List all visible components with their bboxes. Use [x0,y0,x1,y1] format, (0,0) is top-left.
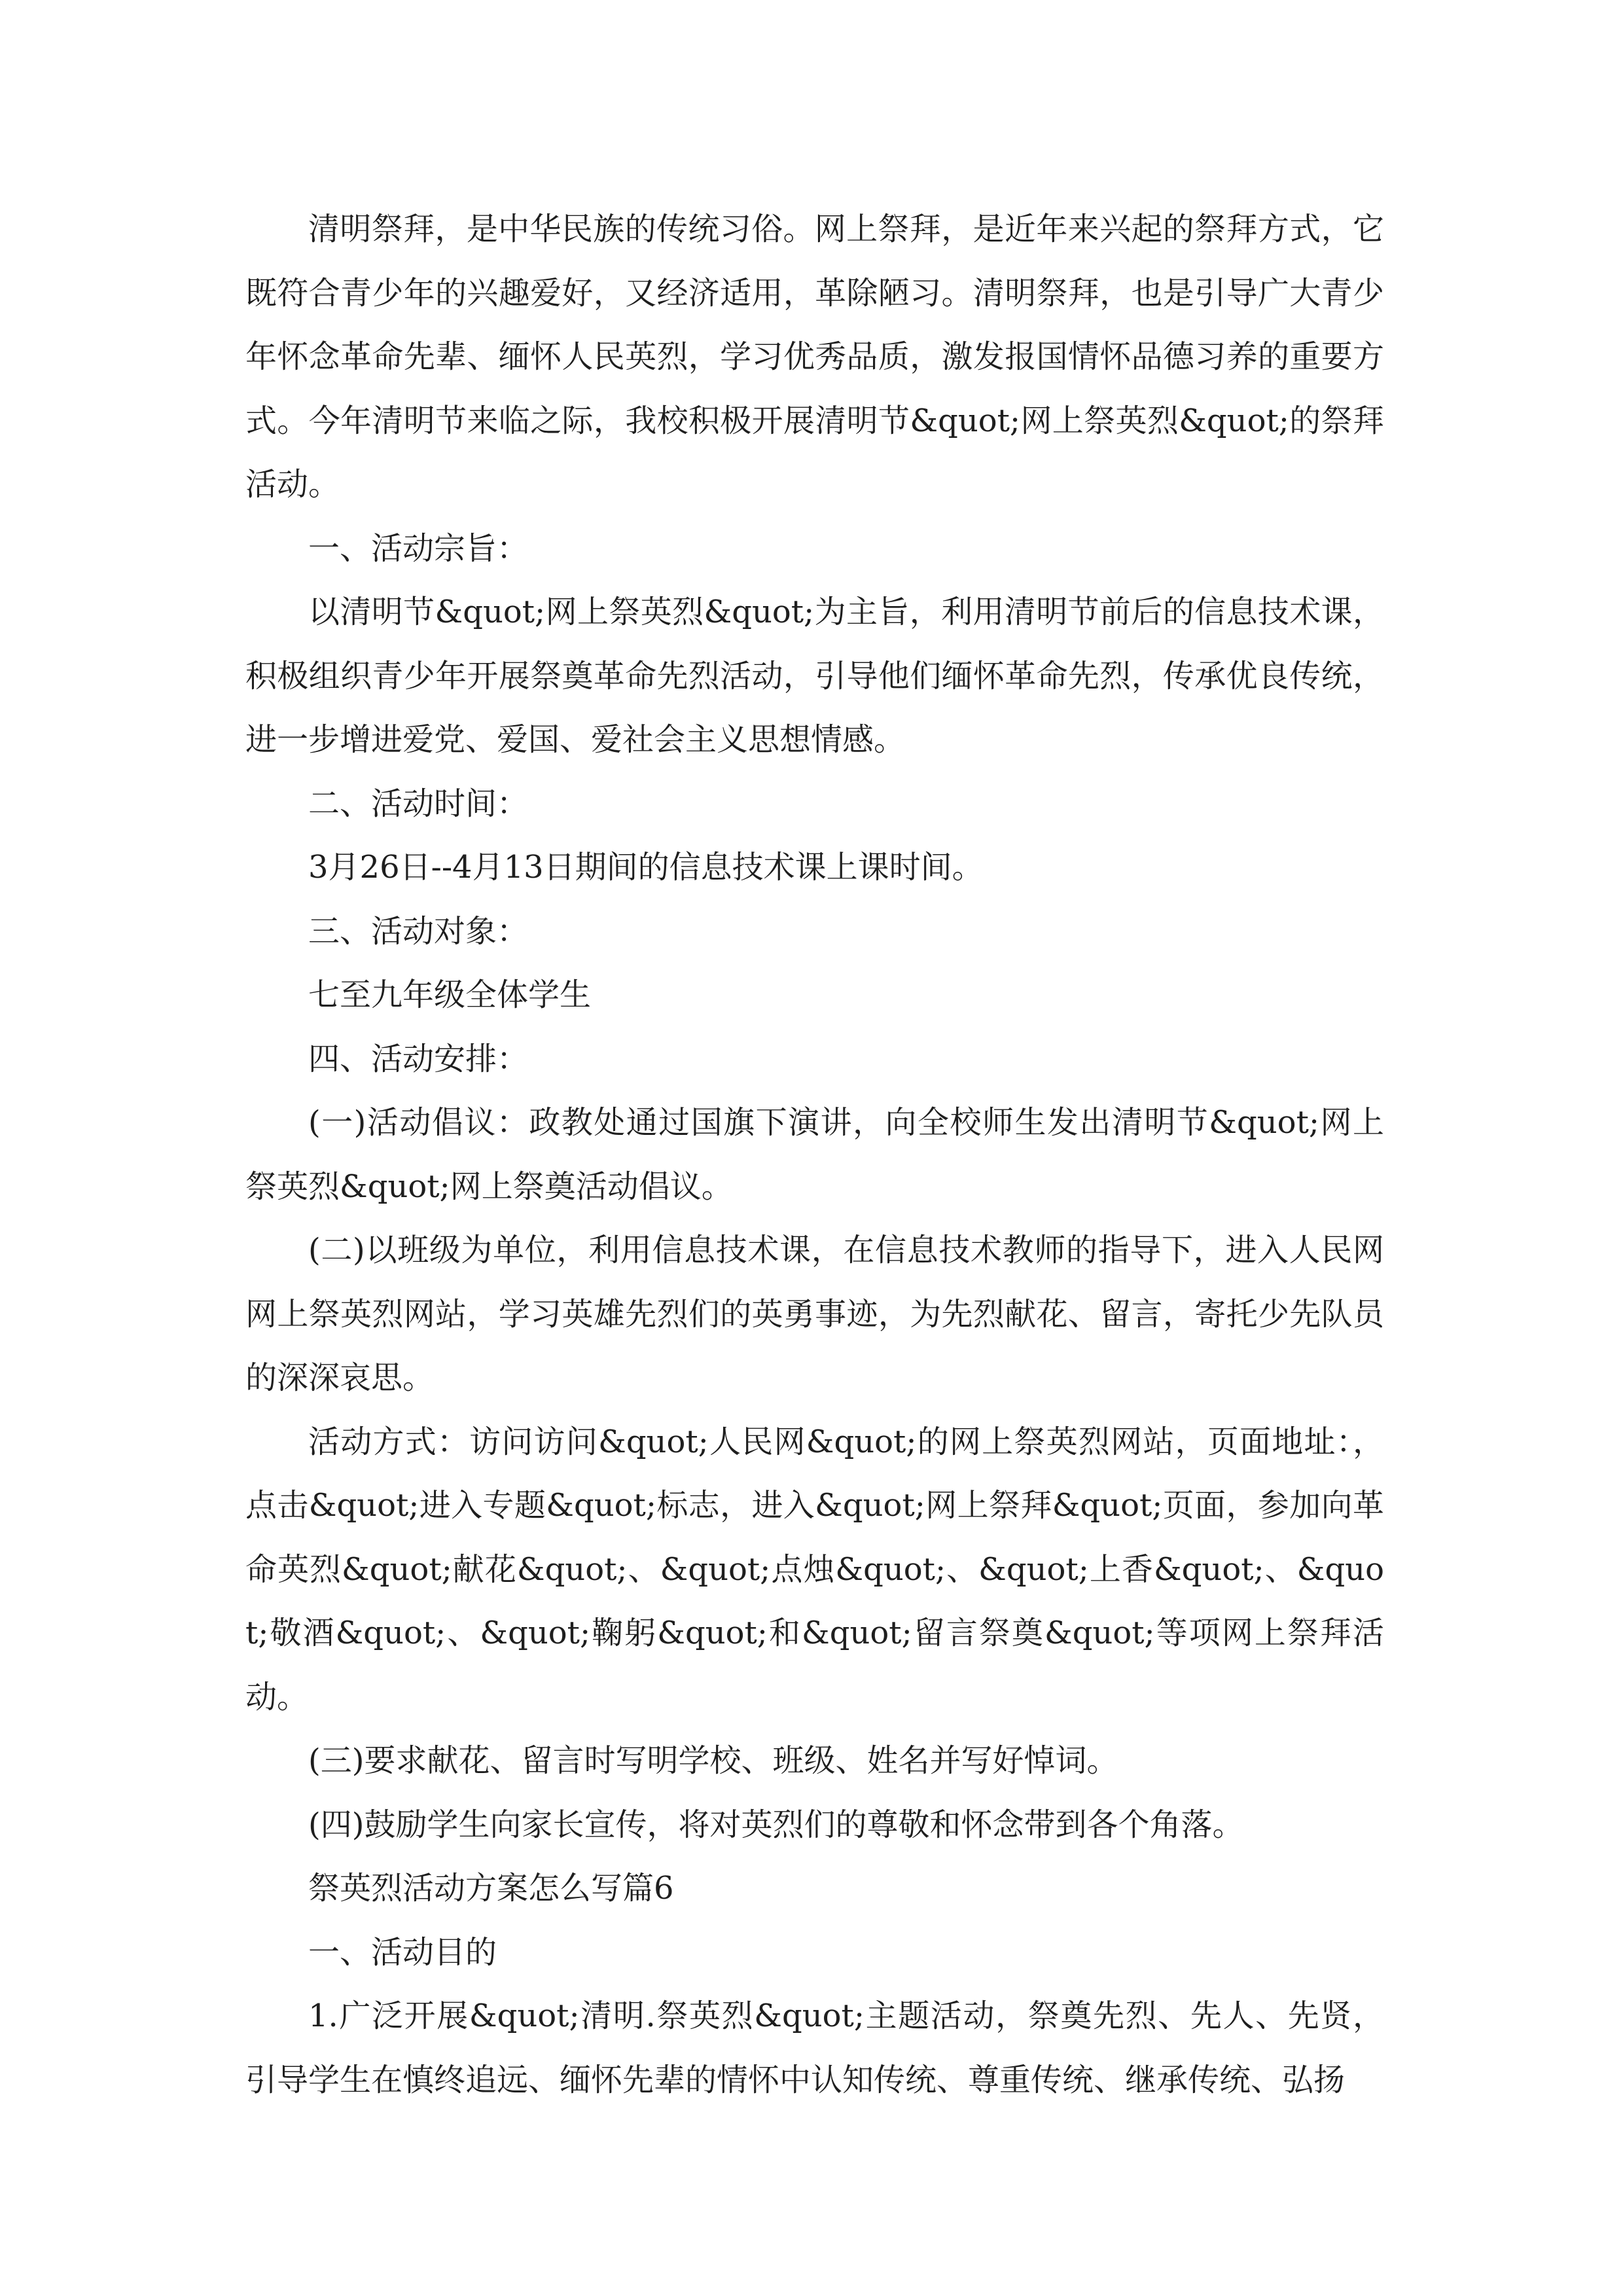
purpose-paragraph: 以清明节&quot;网上祭英烈&quot;为主旨，利用清明节前后的信息技术课，积极组织青少年开展祭奠革命先烈活动，引导他们缅怀革命先烈，传承优良传统，进一步增进爱党、爱国、爱社会主义思想情感。 [245,594,1384,758]
activity-method-paragraph: 活动方式：访问访问&quot;人民网&quot;的网上祭英烈网站，页面地址：，点击&quot;进入专题&quot;标志，进入&quot;网上祭拜&quot;页面，参加向革命英烈&quot;献花&quot;、&quot;点烛&quot;、&quot;上香&quot;、&quot;敬酒&quot;、&quot;鞠躬&quot;和&quot;留言祭奠&quot;等项网上祭拜活动。 [245,1423,1384,1715]
goal-paragraph-1: 1.广泛开展&quot;清明.祭英烈&quot;主题活动，祭奠先烈、先人、先贤，引导学生在慎终追远、缅怀先辈的情怀中认知传统、尊重传统、继承传统、弘扬 [245,1998,1384,2098]
arrangement-item-3: (三)要求献花、留言时写明学校、班级、姓名并写好悼词。 [308,1742,1118,1779]
section-heading-time: 二、活动时间： [308,785,529,822]
target-paragraph: 七至九年级全体学生 [308,977,592,1013]
arrangement-item-2: (二)以班级为单位，利用信息技术课，在信息技术教师的指导下，进入人民网网上祭英烈网站，学习英雄先烈们的英勇事迹，为先烈献花、留言，寄托少先队员的深深哀思。 [245,1232,1384,1396]
document-body [245,198,1384,2112]
section-heading-arrangement: 四、活动安排： [308,1040,529,1077]
section-heading-purpose: 一、活动宗旨： [308,529,529,567]
time-paragraph: 3月26日--4月13日期间的信息技术课上课时间。 [308,849,984,886]
intro-paragraph: 清明祭拜，是中华民族的传统习俗。网上祭拜，是近年来兴起的祭拜方式，它既符合青少年的兴趣爱好，又经济适用，革除陋习。清明祭拜，也是引导广大青少年怀念革命先辈、缅怀人民英烈，学习优秀品质，激发报国情怀品德习养的重要方式。今年清明节来临之际，我校积极开展清明节&quot;网上祭英烈&quot;的祭拜活动。 [245,211,1384,503]
article-title-6: 祭英烈活动方案怎么写篇6 [308,1870,674,1907]
section-heading-target: 三、活动对象： [308,912,529,950]
section-heading-goal: 一、活动目的 [308,1933,497,1971]
arrangement-item-1: (一)活动倡议：政教处通过国旗下演讲，向全校师生发出清明节&quot;网上祭英烈&quot;网上祭奠活动倡议。 [245,1104,1384,1205]
arrangement-item-4: (四)鼓励学生向家长宣传，将对英烈们的尊敬和怀念带到各个角落。 [308,1806,1244,1843]
